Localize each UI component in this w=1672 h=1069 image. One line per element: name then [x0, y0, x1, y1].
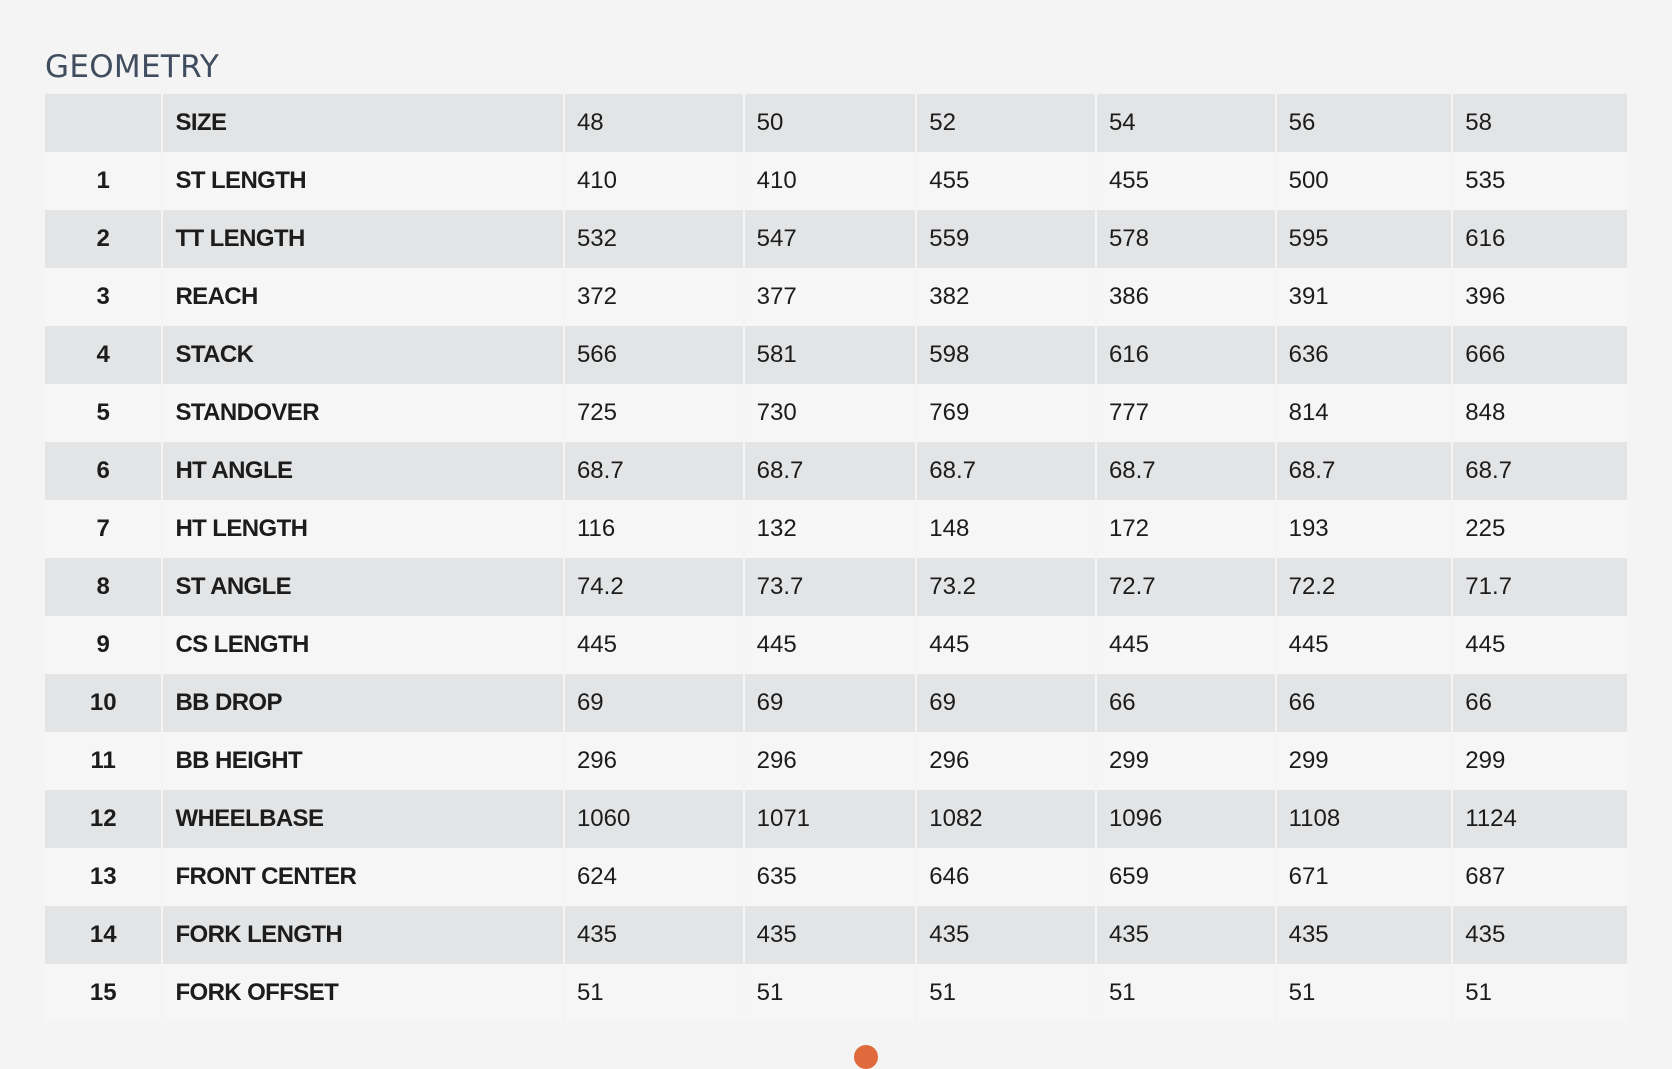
geometry-table [43, 94, 1629, 1022]
value-cell-size-54: 1096 [1097, 790, 1275, 848]
value-cell-size-58: 435 [1453, 906, 1627, 964]
value-cell-size-52: 646 [917, 848, 1095, 906]
value-cell-size-50: 51 [745, 964, 916, 1022]
value-cell-size-58: 396 [1453, 268, 1627, 326]
value-cell-size-56: 636 [1277, 326, 1452, 384]
value-cell-size-56: 72.2 [1277, 558, 1452, 616]
value-cell-size-48: 74.2 [565, 558, 743, 616]
table-row [45, 848, 1627, 906]
header-size-56: 56 [1277, 94, 1452, 152]
value-cell-size-48: 1060 [565, 790, 743, 848]
header-size-54: 54 [1097, 94, 1275, 152]
value-cell-size-58: 666 [1453, 326, 1627, 384]
value-cell-size-50: 410 [745, 152, 916, 210]
row-number: 3 [45, 268, 161, 326]
table-row [45, 674, 1627, 732]
row-number: 1 [45, 152, 161, 210]
value-cell-size-50: 132 [745, 500, 916, 558]
value-cell-size-58: 66 [1453, 674, 1627, 732]
row-label: REACH [163, 268, 563, 326]
value-cell-size-58: 68.7 [1453, 442, 1627, 500]
row-number: 2 [45, 210, 161, 268]
value-cell-size-50: 377 [745, 268, 916, 326]
value-cell-size-54: 578 [1097, 210, 1275, 268]
header-size-58: 58 [1453, 94, 1627, 152]
value-cell-size-48: 410 [565, 152, 743, 210]
value-cell-size-50: 730 [745, 384, 916, 442]
row-label: FORK OFFSET [163, 964, 563, 1022]
value-cell-size-58: 535 [1453, 152, 1627, 210]
table-row [45, 790, 1627, 848]
table-row [45, 442, 1627, 500]
value-cell-size-50: 547 [745, 210, 916, 268]
value-cell-size-54: 435 [1097, 906, 1275, 964]
value-cell-size-54: 777 [1097, 384, 1275, 442]
value-cell-size-56: 391 [1277, 268, 1452, 326]
row-label: TT LENGTH [163, 210, 563, 268]
row-label: ST LENGTH [163, 152, 563, 210]
value-cell-size-56: 500 [1277, 152, 1452, 210]
value-cell-size-56: 68.7 [1277, 442, 1452, 500]
value-cell-size-52: 445 [917, 616, 1095, 674]
value-cell-size-50: 581 [745, 326, 916, 384]
value-cell-size-48: 68.7 [565, 442, 743, 500]
value-cell-size-48: 51 [565, 964, 743, 1022]
value-cell-size-52: 455 [917, 152, 1095, 210]
value-cell-size-58: 445 [1453, 616, 1627, 674]
value-cell-size-52: 51 [917, 964, 1095, 1022]
value-cell-size-56: 445 [1277, 616, 1452, 674]
value-cell-size-56: 814 [1277, 384, 1452, 442]
value-cell-size-50: 635 [745, 848, 916, 906]
value-cell-size-54: 445 [1097, 616, 1275, 674]
value-cell-size-54: 66 [1097, 674, 1275, 732]
row-number: 5 [45, 384, 161, 442]
value-cell-size-50: 73.7 [745, 558, 916, 616]
value-cell-size-52: 148 [917, 500, 1095, 558]
value-cell-size-58: 71.7 [1453, 558, 1627, 616]
table-row [45, 906, 1627, 964]
value-cell-size-48: 296 [565, 732, 743, 790]
value-cell-size-54: 659 [1097, 848, 1275, 906]
row-number: 6 [45, 442, 161, 500]
value-cell-size-54: 616 [1097, 326, 1275, 384]
value-cell-size-58: 51 [1453, 964, 1627, 1022]
value-cell-size-54: 68.7 [1097, 442, 1275, 500]
table-row [45, 268, 1627, 326]
row-number: 11 [45, 732, 161, 790]
row-label: FRONT CENTER [163, 848, 563, 906]
value-cell-size-58: 848 [1453, 384, 1627, 442]
value-cell-size-52: 69 [917, 674, 1095, 732]
row-label: FORK LENGTH [163, 906, 563, 964]
row-number: 10 [45, 674, 161, 732]
value-cell-size-56: 299 [1277, 732, 1452, 790]
header-size-50: 50 [745, 94, 916, 152]
geometry-section [45, 44, 1627, 1022]
value-cell-size-48: 445 [565, 616, 743, 674]
value-cell-size-52: 68.7 [917, 442, 1095, 500]
section-title: GEOMETRY [45, 49, 220, 85]
value-cell-size-52: 559 [917, 210, 1095, 268]
value-cell-size-58: 687 [1453, 848, 1627, 906]
row-label: BB DROP [163, 674, 563, 732]
table-row [45, 210, 1627, 268]
value-cell-size-52: 382 [917, 268, 1095, 326]
row-label: ST ANGLE [163, 558, 563, 616]
value-cell-size-48: 532 [565, 210, 743, 268]
value-cell-size-56: 671 [1277, 848, 1452, 906]
value-cell-size-56: 435 [1277, 906, 1452, 964]
value-cell-size-56: 595 [1277, 210, 1452, 268]
value-cell-size-48: 372 [565, 268, 743, 326]
row-number: 12 [45, 790, 161, 848]
row-number: 14 [45, 906, 161, 964]
value-cell-size-48: 69 [565, 674, 743, 732]
row-number: 9 [45, 616, 161, 674]
row-number: 13 [45, 848, 161, 906]
value-cell-size-58: 225 [1453, 500, 1627, 558]
row-label: HT LENGTH [163, 500, 563, 558]
value-cell-size-48: 116 [565, 500, 743, 558]
value-cell-size-50: 296 [745, 732, 916, 790]
value-cell-size-48: 725 [565, 384, 743, 442]
value-cell-size-50: 68.7 [745, 442, 916, 500]
row-number: 4 [45, 326, 161, 384]
header-size-52: 52 [917, 94, 1095, 152]
value-cell-size-58: 1124 [1453, 790, 1627, 848]
row-label: WHEELBASE [163, 790, 563, 848]
value-cell-size-50: 445 [745, 616, 916, 674]
value-cell-size-58: 299 [1453, 732, 1627, 790]
row-label: CS LENGTH [163, 616, 563, 674]
value-cell-size-54: 72.7 [1097, 558, 1275, 616]
table-row [45, 500, 1627, 558]
row-number: 8 [45, 558, 161, 616]
row-label: BB HEIGHT [163, 732, 563, 790]
value-cell-size-54: 455 [1097, 152, 1275, 210]
value-cell-size-48: 624 [565, 848, 743, 906]
value-cell-size-54: 172 [1097, 500, 1275, 558]
value-cell-size-48: 435 [565, 906, 743, 964]
value-cell-size-48: 566 [565, 326, 743, 384]
table-row [45, 558, 1627, 616]
value-cell-size-52: 435 [917, 906, 1095, 964]
value-cell-size-52: 598 [917, 326, 1095, 384]
value-cell-size-56: 51 [1277, 964, 1452, 1022]
value-cell-size-54: 299 [1097, 732, 1275, 790]
value-cell-size-56: 1108 [1277, 790, 1452, 848]
table-row [45, 964, 1627, 1022]
value-cell-size-50: 1071 [745, 790, 916, 848]
header-size-48: 48 [565, 94, 743, 152]
row-number: 7 [45, 500, 161, 558]
header-size-label: SIZE [163, 94, 563, 152]
row-label: STANDOVER [163, 384, 563, 442]
value-cell-size-56: 66 [1277, 674, 1452, 732]
table-row [45, 616, 1627, 674]
table-row [45, 732, 1627, 790]
table-row [45, 384, 1627, 442]
value-cell-size-52: 73.2 [917, 558, 1095, 616]
value-cell-size-58: 616 [1453, 210, 1627, 268]
scroll-indicator-dot[interactable] [854, 1045, 878, 1069]
value-cell-size-52: 296 [917, 732, 1095, 790]
value-cell-size-52: 1082 [917, 790, 1095, 848]
table-row [45, 152, 1627, 210]
value-cell-size-50: 435 [745, 906, 916, 964]
header-num-cell [45, 94, 161, 152]
row-label: HT ANGLE [163, 442, 563, 500]
value-cell-size-56: 193 [1277, 500, 1452, 558]
value-cell-size-54: 51 [1097, 964, 1275, 1022]
table-header-row [45, 94, 1627, 152]
value-cell-size-50: 69 [745, 674, 916, 732]
value-cell-size-52: 769 [917, 384, 1095, 442]
value-cell-size-54: 386 [1097, 268, 1275, 326]
row-number: 15 [45, 964, 161, 1022]
row-label: STACK [163, 326, 563, 384]
table-row [45, 326, 1627, 384]
